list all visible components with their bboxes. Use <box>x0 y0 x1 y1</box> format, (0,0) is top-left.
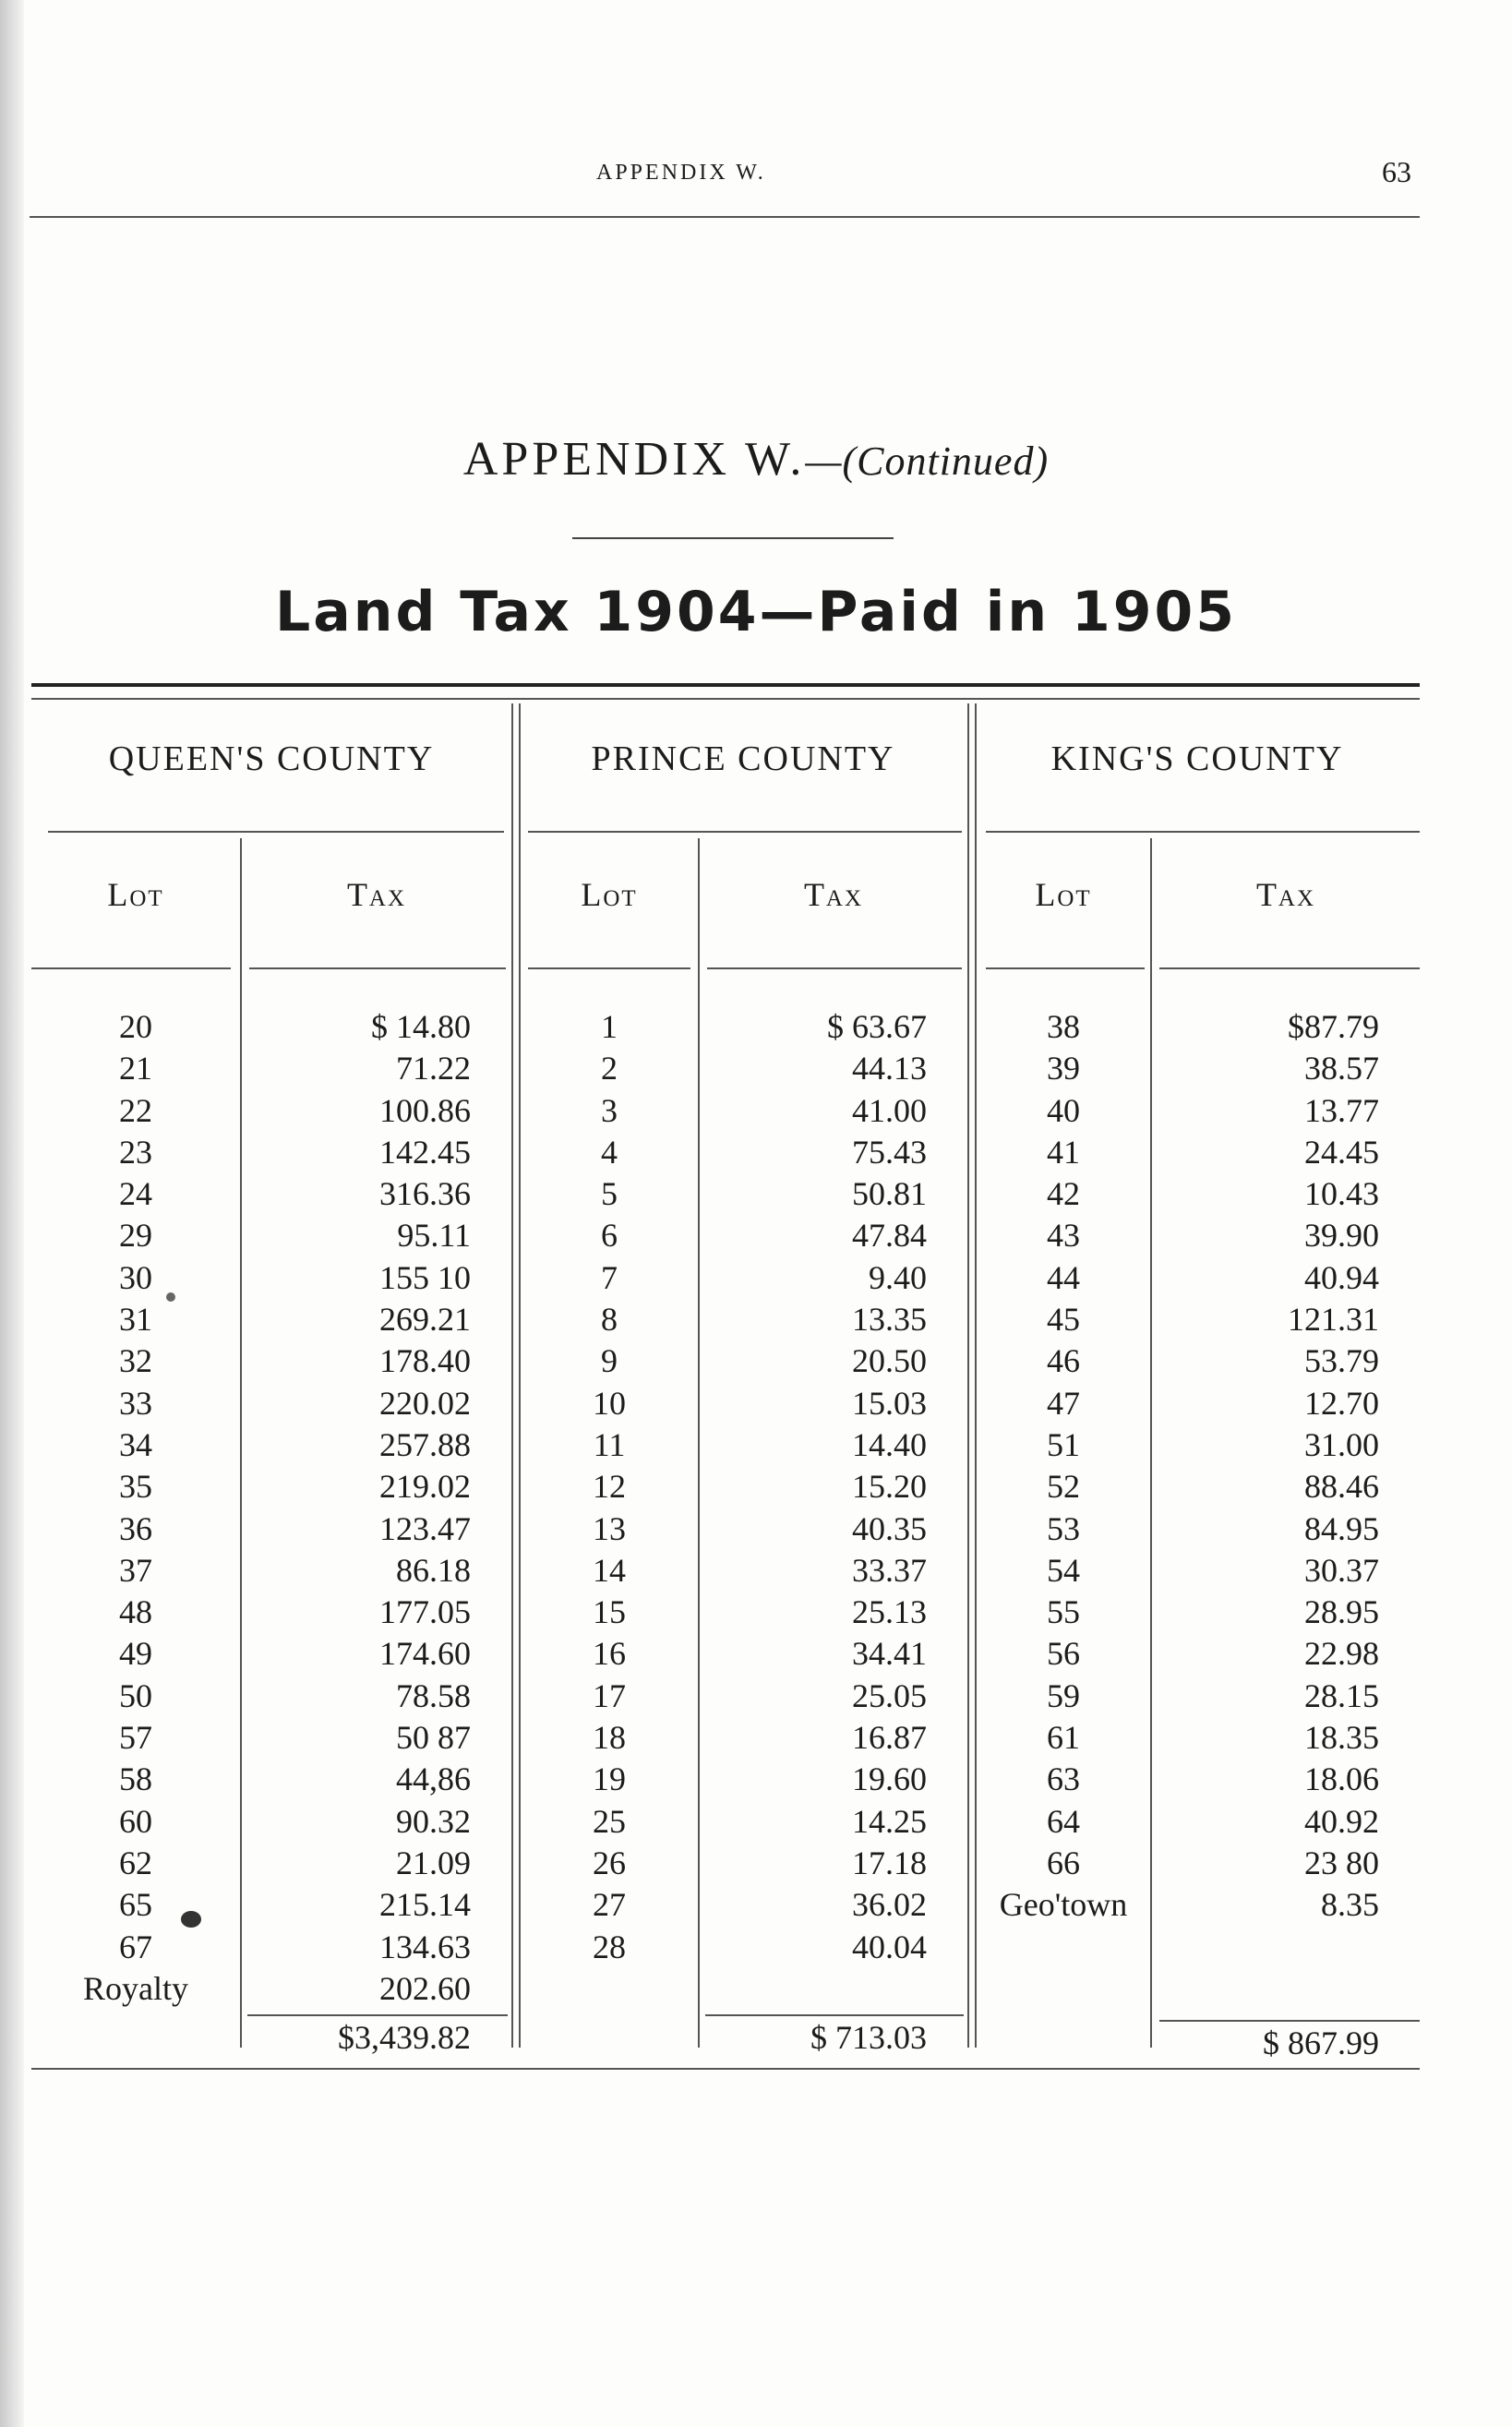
lot-cell: 18 <box>593 1719 626 1757</box>
tax-cell: 257.88 <box>379 1425 471 1463</box>
tax-cell: 75.43 <box>852 1133 927 1171</box>
tax-cell: 100.86 <box>379 1091 471 1129</box>
tax-cell: 15.03 <box>852 1384 927 1422</box>
tax-cell: 220.02 <box>379 1384 471 1422</box>
lot-cell: 45 <box>1047 1301 1080 1339</box>
tax-cell: 219.02 <box>379 1468 471 1506</box>
tax-cell: 50 87 <box>396 1719 471 1757</box>
header-rule <box>1159 967 1420 969</box>
tax-cell: 84.95 <box>1304 1509 1379 1547</box>
tax-cell: 9.40 <box>869 1258 927 1296</box>
total-rule <box>247 2014 508 2016</box>
tax-cell: 40.94 <box>1304 1258 1379 1296</box>
tax-cell: 121.31 <box>1288 1301 1379 1339</box>
lot-cell: 43 <box>1047 1217 1080 1255</box>
lot-cell: 24 <box>119 1175 152 1213</box>
lot-cell: 14 <box>593 1551 626 1589</box>
county-heading-rule <box>528 831 962 833</box>
tax-cell: 23 80 <box>1304 1844 1379 1881</box>
lot-cell: 10 <box>593 1384 626 1422</box>
lot-cell: 36 <box>119 1509 152 1547</box>
county-separator <box>511 703 513 2048</box>
tax-cell: 14.25 <box>852 1802 927 1840</box>
lot-cell: 48 <box>119 1593 152 1631</box>
tax-cell: 15.20 <box>852 1468 927 1506</box>
prince-lot-column <box>521 1006 698 1968</box>
table-top-rule <box>31 683 1420 687</box>
lot-cell: 34 <box>119 1425 152 1463</box>
lot-cell: 11 <box>593 1425 626 1463</box>
county-heading-rule <box>48 831 504 833</box>
tax-cell: 25.05 <box>852 1676 927 1714</box>
lot-cell: 13 <box>593 1509 626 1547</box>
tax-cell: 40.35 <box>852 1509 927 1547</box>
lot-cell: 17 <box>593 1676 626 1714</box>
tax-cell: 86.18 <box>396 1551 471 1589</box>
lot-cell: 3 <box>601 1091 618 1129</box>
lot-cell: 66 <box>1047 1844 1080 1881</box>
tax-cell: 78.58 <box>396 1676 471 1714</box>
tax-cell: 134.63 <box>379 1928 471 1965</box>
page-number: 63 <box>1382 155 1411 188</box>
tax-cell: 12.70 <box>1304 1384 1379 1422</box>
appendix-title <box>0 432 1512 487</box>
lot-cell: 30 <box>119 1258 152 1296</box>
tax-cell: 95.11 <box>397 1217 471 1255</box>
lot-cell: 67 <box>119 1928 152 1965</box>
header-rule <box>30 216 1420 218</box>
lot-cell: 52 <box>1047 1468 1080 1506</box>
tax-cell: 16.87 <box>852 1719 927 1757</box>
ink-speck <box>181 1911 201 1928</box>
tax-header: Tax <box>803 876 864 913</box>
queens-total: $3,439.82 <box>338 2019 471 2056</box>
tax-cell: 177.05 <box>379 1593 471 1631</box>
county-heading-queens: QUEEN'S COUNTY <box>108 739 435 778</box>
appendix-label: APPENDIX W. <box>462 433 806 486</box>
header-rule <box>707 967 962 969</box>
lot-cell: 26 <box>593 1844 626 1881</box>
continued-label: —(Continued) <box>805 439 1050 484</box>
lot-cell: 61 <box>1047 1719 1080 1757</box>
lot-cell: 15 <box>593 1593 626 1631</box>
lot-cell: 50 <box>119 1676 152 1714</box>
tax-header: Tax <box>1255 876 1316 913</box>
lot-cell: 20 <box>119 1008 152 1045</box>
lot-cell: 49 <box>119 1635 152 1673</box>
tax-cell: 25.13 <box>852 1593 927 1631</box>
county-heading-rule <box>986 831 1420 833</box>
tax-cell: 88.46 <box>1304 1468 1379 1506</box>
lot-header: Lot <box>581 876 638 913</box>
tax-cell: 28.15 <box>1304 1676 1379 1714</box>
tax-cell: 20.50 <box>852 1342 927 1380</box>
county-heading-kings: KING'S COUNTY <box>1050 739 1344 778</box>
kings-total: $ 867.99 <box>1263 2025 1379 2061</box>
lot-cell: 16 <box>593 1635 626 1673</box>
tax-cell: $ 14.80 <box>371 1008 471 1045</box>
tax-cell: 22.98 <box>1304 1635 1379 1673</box>
lot-header: Lot <box>1035 876 1092 913</box>
tax-cell: 41.00 <box>852 1091 927 1129</box>
tax-cell: 18.06 <box>1304 1760 1379 1798</box>
lot-cell: Royalty <box>83 1969 188 2007</box>
header-rule <box>249 967 506 969</box>
lot-cell: 28 <box>593 1928 626 1965</box>
county-heading-prince: PRINCE COUNTY <box>591 739 895 778</box>
lot-cell: 46 <box>1047 1342 1080 1380</box>
lot-cell: 58 <box>119 1760 152 1798</box>
tax-cell: 47.84 <box>852 1217 927 1255</box>
lot-cell: 19 <box>593 1760 626 1798</box>
lot-cell: 4 <box>601 1133 618 1171</box>
lot-cell: 22 <box>119 1091 152 1129</box>
lot-cell: 8 <box>601 1301 618 1339</box>
lot-header: Lot <box>107 876 164 913</box>
tax-cell: 44.13 <box>852 1050 927 1087</box>
tax-cell: 14.40 <box>852 1425 927 1463</box>
tax-cell: 28.95 <box>1304 1593 1379 1631</box>
tax-cell: 39.90 <box>1304 1217 1379 1255</box>
prince-tax-column <box>700 1006 927 1968</box>
lot-cell: 62 <box>119 1844 152 1881</box>
lot-cell: 47 <box>1047 1384 1080 1422</box>
lot-cell: 27 <box>593 1886 626 1924</box>
lot-cell: 23 <box>119 1133 152 1171</box>
lot-cell: 6 <box>601 1217 618 1255</box>
tax-cell: 30.37 <box>1304 1551 1379 1589</box>
header-rule <box>528 967 690 969</box>
tax-cell: 123.47 <box>379 1509 471 1547</box>
lot-cell: 5 <box>601 1175 618 1213</box>
tax-cell: 24.45 <box>1304 1133 1379 1171</box>
lot-cell: 33 <box>119 1384 152 1422</box>
lot-cell: 38 <box>1047 1008 1080 1045</box>
tax-cell: 31.00 <box>1304 1425 1379 1463</box>
lot-cell: 59 <box>1047 1676 1080 1714</box>
tax-cell: 17.18 <box>852 1844 927 1881</box>
tax-cell: 38.57 <box>1304 1050 1379 1087</box>
tax-cell: 40.04 <box>852 1928 927 1965</box>
tax-cell: 34.41 <box>852 1635 927 1673</box>
tax-cell: 36.02 <box>852 1886 927 1924</box>
tax-cell: 215.14 <box>379 1886 471 1924</box>
lot-cell: 55 <box>1047 1593 1080 1631</box>
tax-cell: 202.60 <box>379 1969 471 2007</box>
tax-cell: 18.35 <box>1304 1719 1379 1757</box>
tax-cell: $ 63.67 <box>827 1008 927 1045</box>
queens-tax-column <box>242 1006 471 2010</box>
running-head <box>0 155 1512 192</box>
tax-cell: 33.37 <box>852 1551 927 1589</box>
queens-lot-column <box>31 1006 240 2010</box>
tax-cell: 21.09 <box>396 1844 471 1881</box>
tax-cell: 10.43 <box>1304 1175 1379 1213</box>
total-rule <box>1159 2020 1420 2022</box>
lot-cell: 1 <box>601 1008 618 1045</box>
lot-cell: 39 <box>1047 1050 1080 1087</box>
lot-cell: 12 <box>593 1468 626 1506</box>
lot-cell: 32 <box>119 1342 152 1380</box>
tax-cell: 40.92 <box>1304 1802 1379 1840</box>
lot-cell: 31 <box>119 1301 152 1339</box>
tax-cell: 13.77 <box>1304 1091 1379 1129</box>
lot-cell: 51 <box>1047 1425 1080 1463</box>
tax-cell: 8.35 <box>1321 1886 1379 1924</box>
tax-cell: 178.40 <box>379 1342 471 1380</box>
ink-speck <box>166 1292 175 1302</box>
lot-cell: 29 <box>119 1217 152 1255</box>
tax-cell: $87.79 <box>1288 1008 1379 1045</box>
tax-cell: 174.60 <box>379 1635 471 1673</box>
lot-cell: 42 <box>1047 1175 1080 1213</box>
tax-cell: 316.36 <box>379 1175 471 1213</box>
lot-cell: 60 <box>119 1802 152 1840</box>
kings-tax-column <box>1152 1006 1379 1927</box>
table-title: Land Tax 1904—Paid in 1905 <box>275 580 1237 644</box>
lot-cell: 2 <box>601 1050 618 1087</box>
tax-cell: 13.35 <box>852 1301 927 1339</box>
lot-cell: 56 <box>1047 1635 1080 1673</box>
lot-cell: 57 <box>119 1719 152 1757</box>
lot-cell: 37 <box>119 1551 152 1589</box>
total-rule <box>705 2014 964 2016</box>
lot-cell: 9 <box>601 1342 618 1380</box>
page-edge-shadow <box>0 0 24 2427</box>
lot-cell: 41 <box>1047 1133 1080 1171</box>
tax-cell: 71.22 <box>396 1050 471 1087</box>
lot-cell: 25 <box>593 1802 626 1840</box>
lot-cell: 35 <box>119 1468 152 1506</box>
kings-lot-column <box>977 1006 1150 1927</box>
tax-cell: 155 10 <box>379 1258 471 1296</box>
lot-cell: Geo'town <box>999 1886 1128 1924</box>
tax-cell: 44,86 <box>396 1760 471 1798</box>
tax-cell: 50.81 <box>852 1175 927 1213</box>
county-separator <box>967 703 969 2048</box>
header-rule <box>31 967 231 969</box>
lot-cell: 54 <box>1047 1551 1080 1589</box>
header-rule <box>986 967 1145 969</box>
running-title: APPENDIX W. <box>596 161 766 185</box>
lot-cell: 7 <box>601 1258 618 1296</box>
lot-cell: 64 <box>1047 1802 1080 1840</box>
tax-cell: 142.45 <box>379 1133 471 1171</box>
lot-cell: 44 <box>1047 1258 1080 1296</box>
lot-cell: 65 <box>119 1886 152 1924</box>
title-divider <box>572 537 894 539</box>
tax-cell: 19.60 <box>852 1760 927 1798</box>
tax-cell: 90.32 <box>396 1802 471 1840</box>
table-top-rule-thin <box>31 698 1420 700</box>
tax-cell: 53.79 <box>1304 1342 1379 1380</box>
lot-cell: 63 <box>1047 1760 1080 1798</box>
tax-cell: 269.21 <box>379 1301 471 1339</box>
table-bottom-rule <box>31 2068 1420 2070</box>
prince-total: $ 713.03 <box>810 2019 927 2056</box>
lot-cell: 21 <box>119 1050 152 1087</box>
tax-header: Tax <box>346 876 407 913</box>
lot-cell: 53 <box>1047 1509 1080 1547</box>
lot-cell: 40 <box>1047 1091 1080 1129</box>
